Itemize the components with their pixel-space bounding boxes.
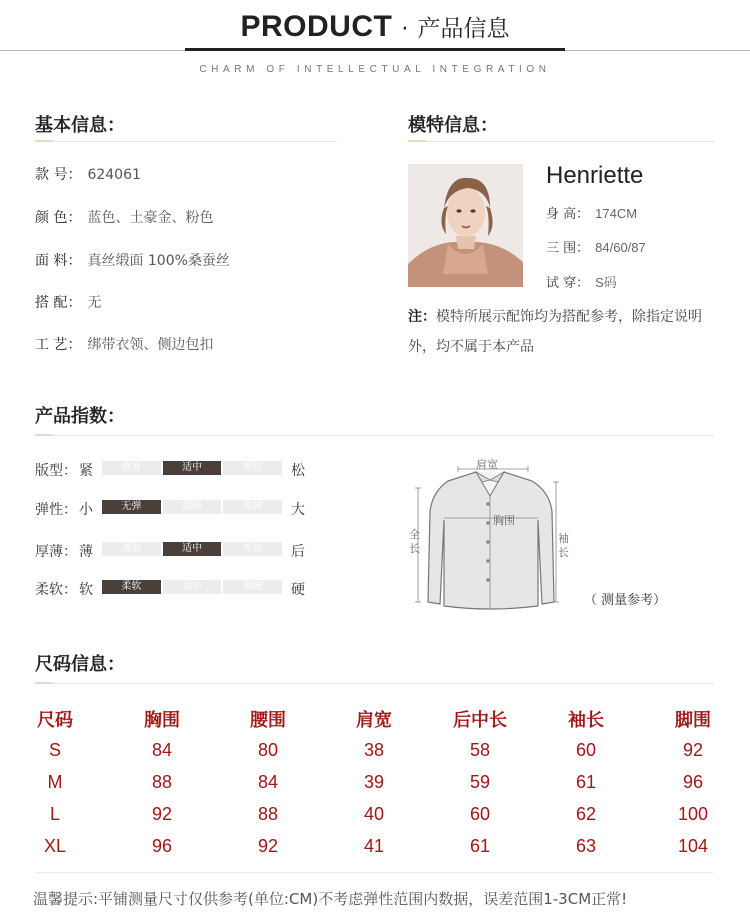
size-info-accent bbox=[35, 682, 53, 684]
size-table-header: 肩宽 bbox=[356, 710, 392, 731]
index-row-label: 版型： bbox=[35, 463, 77, 479]
info-value: 624061 bbox=[87, 167, 141, 183]
size-table-cell: 84 bbox=[151, 740, 173, 760]
size-table-cell: 92 bbox=[151, 804, 173, 824]
model-info-divider bbox=[408, 141, 714, 142]
index-scale bbox=[102, 500, 282, 514]
size-info-title: 尺码信息： bbox=[35, 654, 125, 675]
model-note-text: 模特所展示配饰均为搭配参考，除指定说明外，均不属于本产品 bbox=[408, 309, 702, 355]
model-measurements bbox=[546, 237, 646, 256]
index-divider bbox=[35, 435, 714, 436]
size-table-header: 脚围 bbox=[675, 710, 711, 731]
index-option-selected: 适中 bbox=[163, 461, 222, 475]
info-label: 工 艺： bbox=[35, 337, 82, 353]
info-label: 款 号： bbox=[35, 167, 82, 183]
model-value: 174CM bbox=[595, 206, 638, 221]
index-option: 厚款 bbox=[223, 542, 282, 556]
index-row-label: 厚薄： bbox=[35, 544, 77, 560]
index-row-label: 柔软： bbox=[35, 582, 77, 598]
info-label: 颜 色： bbox=[35, 210, 82, 226]
size-table-cell: M bbox=[47, 772, 63, 792]
size-table-cell: 88 bbox=[151, 772, 173, 792]
info-label: 搭 配： bbox=[35, 295, 82, 311]
index-row-right-end: 松 bbox=[291, 463, 305, 479]
size-table-header: 尺码 bbox=[37, 710, 73, 731]
size-table-cell: 62 bbox=[575, 804, 597, 824]
index-row-right-end: 后 bbox=[291, 544, 305, 560]
index-title: 产品指数： bbox=[35, 406, 125, 427]
size-table-cell: 60 bbox=[469, 804, 491, 824]
size-table-cell: 41 bbox=[363, 836, 385, 856]
index-option-selected: 无弹 bbox=[102, 500, 161, 514]
size-info-divider bbox=[35, 683, 714, 684]
model-name: Henriette bbox=[546, 162, 644, 189]
index-option: 微弹 bbox=[163, 500, 222, 514]
size-table-header: 后中长 bbox=[453, 710, 507, 731]
basic-info-divider bbox=[35, 141, 337, 142]
model-info-accent bbox=[408, 140, 426, 142]
size-table-cell: 92 bbox=[257, 836, 279, 856]
model-note bbox=[408, 302, 718, 362]
table-bottom-divider bbox=[35, 872, 714, 873]
size-table-cell: L bbox=[49, 804, 60, 824]
model-size-worn bbox=[546, 272, 617, 291]
info-label: 面 料： bbox=[35, 253, 82, 269]
index-option: 偏硬 bbox=[223, 580, 282, 594]
info-row-fabric bbox=[35, 250, 230, 270]
size-table-cell: 96 bbox=[151, 836, 173, 856]
info-value: 绑带衣领、侧边包扣 bbox=[87, 337, 214, 353]
title-en: PRODUCT bbox=[240, 10, 393, 43]
index-option: 薄款 bbox=[102, 542, 161, 556]
basic-info-accent bbox=[35, 140, 53, 142]
size-table-cell: 88 bbox=[257, 804, 279, 824]
index-row-left-end: 紧 bbox=[79, 463, 93, 479]
index-row-left-end: 软 bbox=[79, 582, 93, 598]
size-table-cell: 38 bbox=[363, 740, 385, 760]
diagram-length-label: 全长 bbox=[409, 528, 420, 555]
index-accent bbox=[35, 434, 53, 436]
size-table-cell: S bbox=[48, 740, 61, 760]
index-scale bbox=[102, 580, 282, 594]
index-option: 宽松 bbox=[223, 461, 282, 475]
shirt-diagram bbox=[404, 452, 574, 632]
size-table-cell: 100 bbox=[677, 804, 709, 824]
size-table-cell: 84 bbox=[257, 772, 279, 792]
title-cn: 产品信息 bbox=[417, 16, 510, 42]
header-underline bbox=[185, 48, 565, 51]
index-scale bbox=[102, 461, 282, 475]
model-info-title: 模特信息： bbox=[408, 115, 498, 136]
model-photo bbox=[408, 164, 523, 287]
model-label: 试 穿： bbox=[546, 276, 590, 291]
index-row-left-end: 小 bbox=[79, 502, 93, 518]
size-table-cell: 39 bbox=[363, 772, 385, 792]
info-row-color bbox=[35, 207, 213, 227]
index-row-right-end: 大 bbox=[291, 502, 305, 518]
index-row-left-end: 薄 bbox=[79, 544, 93, 560]
model-value: S码 bbox=[595, 275, 617, 290]
diagram-chest-label: 胸围 bbox=[493, 514, 515, 527]
index-option: 适中 bbox=[163, 580, 222, 594]
diagram-shoulder-label: 肩宽 bbox=[476, 458, 498, 471]
title-dot: · bbox=[401, 17, 409, 42]
size-table-header: 胸围 bbox=[144, 710, 180, 731]
info-row-craft bbox=[35, 334, 213, 354]
size-table-cell: XL bbox=[43, 836, 67, 856]
size-table-cell: 80 bbox=[257, 740, 279, 760]
size-footnote: 温馨提示:平铺测量尺寸仅供参考(单位:CM)不考虑弹性范围内数据，误差范围1-3CM正常! bbox=[33, 890, 628, 908]
index-option: 高弹 bbox=[223, 500, 282, 514]
size-table-cell: 92 bbox=[682, 740, 704, 760]
size-table-cell: 59 bbox=[469, 772, 491, 792]
size-table-header: 袖长 bbox=[568, 710, 604, 731]
info-value: 真丝缎面 100%桑蚕丝 bbox=[87, 253, 230, 269]
size-table-cell: 63 bbox=[575, 836, 597, 856]
page-title bbox=[0, 10, 750, 44]
header-line-left bbox=[0, 50, 185, 51]
size-table-cell: 61 bbox=[469, 836, 491, 856]
info-value: 无 bbox=[87, 295, 102, 311]
index-row-label: 弹性： bbox=[35, 502, 77, 518]
size-table-cell: 40 bbox=[363, 804, 385, 824]
index-option-selected: 柔软 bbox=[102, 580, 161, 594]
size-table-cell: 96 bbox=[682, 772, 704, 792]
index-scale bbox=[102, 542, 282, 556]
size-table-cell: 61 bbox=[575, 772, 597, 792]
basic-info-title: 基本信息： bbox=[35, 115, 125, 136]
diagram-caption: （ 测量参考） bbox=[584, 593, 667, 608]
size-table-header: 腰围 bbox=[250, 710, 286, 731]
size-table-cell: 58 bbox=[469, 740, 491, 760]
model-value: 84/60/87 bbox=[595, 240, 646, 255]
size-table-cell: 104 bbox=[677, 836, 709, 856]
model-label: 三 围： bbox=[546, 241, 590, 256]
header-line-right bbox=[565, 50, 750, 51]
info-value: 蓝色、土豪金、粉色 bbox=[87, 210, 214, 226]
model-note-label: 注： bbox=[408, 309, 436, 325]
index-option: 修身 bbox=[102, 461, 161, 475]
info-row-style-no bbox=[35, 164, 141, 184]
size-table-cell: 60 bbox=[575, 740, 597, 760]
model-label: 身 高： bbox=[546, 207, 590, 222]
model-height bbox=[546, 203, 637, 222]
diagram-sleeve-label: 袖长 bbox=[558, 532, 569, 559]
index-option-selected: 适中 bbox=[163, 542, 222, 556]
page-subtitle: CHARM OF INTELLECTUAL INTEGRATION bbox=[199, 64, 551, 75]
info-row-matching bbox=[35, 292, 101, 312]
index-row-right-end: 硬 bbox=[291, 582, 305, 598]
